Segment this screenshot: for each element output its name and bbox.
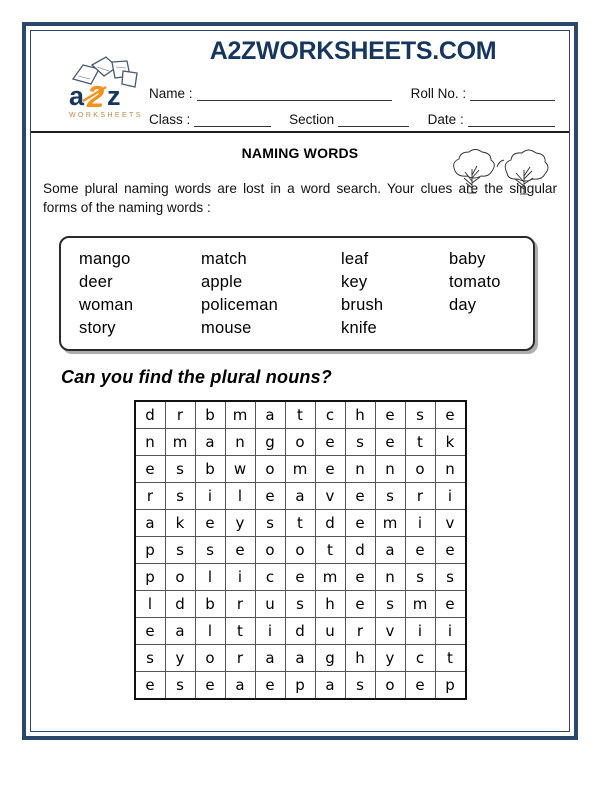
word-search-cell[interactable]: i [195, 483, 225, 510]
trees-illustration [447, 147, 551, 199]
svg-text:z: z [107, 81, 121, 111]
word-search-cell[interactable]: p [135, 537, 166, 564]
word-search-cell[interactable]: e [225, 537, 255, 564]
word-search-cell[interactable]: a [285, 645, 315, 672]
word-search-cell[interactable]: r [165, 401, 195, 429]
word-search-cell[interactable]: y [225, 510, 255, 537]
word-search-cell[interactable]: s [375, 483, 405, 510]
word-search-cell[interactable]: d [165, 591, 195, 618]
word-bank-word: day [449, 295, 477, 314]
word-search-cell[interactable]: s [165, 537, 195, 564]
word-search-cell[interactable]: s [285, 591, 315, 618]
word-search-cell[interactable]: n [135, 429, 166, 456]
worksheet-header [31, 31, 569, 133]
word-search-cell[interactable]: e [135, 672, 166, 700]
word-search-cell[interactable]: e [405, 537, 435, 564]
field-row-class [149, 101, 559, 127]
instruction-text: Some plural naming words are lost in a word search. Your clues are the singular forms of the naming words : [43, 181, 557, 216]
word-search-cell[interactable]: e [345, 591, 375, 618]
word-search-cell[interactable]: s [135, 645, 166, 672]
word-search-cell[interactable]: s [165, 483, 195, 510]
word-search-cell[interactable]: a [255, 401, 285, 429]
word-search-cell[interactable]: a [315, 672, 345, 700]
word-bank-box [59, 236, 535, 351]
word-search-cell[interactable]: o [255, 456, 285, 483]
word-search-cell[interactable]: e [195, 672, 225, 700]
word-search-row [135, 591, 466, 618]
word-search-cell[interactable]: m [225, 401, 255, 429]
word-search-cell[interactable]: d [315, 510, 345, 537]
word-search-body [135, 401, 466, 699]
word-bank-word: tomato [449, 272, 501, 291]
word-search-cell[interactable]: o [195, 645, 225, 672]
word-search-cell[interactable]: y [375, 645, 405, 672]
word-bank-word: key [341, 272, 368, 291]
word-search-cell[interactable]: e [345, 483, 375, 510]
date-input[interactable] [468, 113, 555, 127]
word-search-cell[interactable]: e [255, 672, 285, 700]
field-row-name [149, 75, 559, 101]
word-search-cell[interactable]: c [255, 564, 285, 591]
word-search-cell[interactable]: t [315, 537, 345, 564]
word-search-cell[interactable]: i [405, 510, 435, 537]
word-search-cell[interactable]: e [435, 401, 466, 429]
word-search-cell[interactable]: v [375, 618, 405, 645]
word-search-cell[interactable]: h [345, 401, 375, 429]
name-label: Name : [149, 86, 193, 101]
word-bank-word: policeman [201, 295, 279, 314]
word-search-cell[interactable]: u [255, 591, 285, 618]
word-search-cell[interactable]: p [285, 672, 315, 700]
word-search-cell[interactable]: t [285, 510, 315, 537]
word-search-cell[interactable]: s [255, 510, 285, 537]
word-search-cell[interactable]: e [345, 564, 375, 591]
word-search-cell[interactable]: s [195, 537, 225, 564]
word-search-cell[interactable]: s [165, 672, 195, 700]
word-search-cell[interactable]: p [135, 564, 166, 591]
word-bank-word: story [79, 318, 116, 337]
word-search-cell[interactable]: o [405, 456, 435, 483]
word-search-cell[interactable]: e [375, 429, 405, 456]
word-bank-word: woman [79, 295, 134, 314]
svg-text:WORKSHEETS: WORKSHEETS [69, 112, 143, 119]
roll-no-input[interactable] [470, 87, 555, 101]
svg-text:2: 2 [87, 79, 105, 114]
word-search-cell[interactable]: e [315, 429, 345, 456]
word-search-cell[interactable]: b [195, 591, 225, 618]
word-search-cell[interactable]: e [285, 564, 315, 591]
roll-no-label: Roll No. : [410, 86, 467, 101]
word-search-cell[interactable]: v [435, 510, 466, 537]
word-search-cell[interactable]: b [195, 401, 225, 429]
word-bank-word: knife [341, 318, 377, 337]
worksheet-page [22, 22, 578, 740]
word-search-cell[interactable]: e [405, 672, 435, 700]
word-search-cell[interactable]: i [225, 564, 255, 591]
word-search-cell[interactable]: s [345, 429, 375, 456]
student-info-fields [149, 75, 559, 127]
word-search-cell[interactable]: t [435, 645, 466, 672]
word-bank-word: apple [201, 272, 243, 291]
word-search-cell[interactable]: a [375, 537, 405, 564]
word-search-row [135, 645, 466, 672]
name-input[interactable] [197, 87, 392, 101]
worksheet-page-inner [30, 30, 570, 732]
word-search-cell[interactable]: d [345, 537, 375, 564]
word-search-cell[interactable]: h [315, 591, 345, 618]
word-search-row [135, 483, 466, 510]
word-search-cell[interactable]: e [195, 510, 225, 537]
word-search-cell[interactable]: s [435, 564, 466, 591]
word-search-cell[interactable]: i [435, 483, 466, 510]
word-search-cell[interactable]: n [225, 429, 255, 456]
word-search-cell[interactable]: k [165, 510, 195, 537]
word-search-cell[interactable]: e [345, 510, 375, 537]
word-search-cell[interactable]: m [165, 429, 195, 456]
word-search-cell[interactable]: r [135, 483, 166, 510]
word-search-cell[interactable]: u [315, 618, 345, 645]
word-search-cell[interactable]: k [435, 429, 466, 456]
word-search-cell[interactable]: n [375, 564, 405, 591]
word-bank-word: brush [341, 295, 384, 314]
word-search-cell[interactable]: p [435, 672, 466, 700]
word-search-cell[interactable]: t [225, 618, 255, 645]
svg-text:a: a [69, 81, 85, 111]
word-search-cell[interactable]: e [315, 456, 345, 483]
word-search-row [135, 537, 466, 564]
section-input[interactable] [338, 113, 409, 127]
word-search-cell[interactable]: r [405, 483, 435, 510]
word-search-cell[interactable]: n [345, 456, 375, 483]
class-label: Class : [149, 112, 191, 127]
word-search-cell[interactable]: w [225, 456, 255, 483]
word-search-cell[interactable]: m [315, 564, 345, 591]
word-search-row [135, 401, 466, 429]
word-search-cell[interactable]: e [255, 483, 285, 510]
word-search-cell[interactable]: r [225, 591, 255, 618]
word-search-cell[interactable]: i [435, 618, 466, 645]
word-search-cell[interactable]: o [285, 537, 315, 564]
word-search-cell[interactable]: h [345, 645, 375, 672]
word-search-cell[interactable]: r [225, 645, 255, 672]
word-bank-word: baby [449, 249, 486, 268]
word-search-cell[interactable]: l [195, 564, 225, 591]
word-search-cell[interactable]: s [165, 456, 195, 483]
word-search-cell[interactable]: o [285, 429, 315, 456]
word-search-cell[interactable]: a [255, 645, 285, 672]
word-search-cell[interactable]: a [195, 429, 225, 456]
word-search-cell[interactable]: d [285, 618, 315, 645]
word-search-cell[interactable]: n [435, 456, 466, 483]
word-bank-grid [79, 248, 527, 339]
word-search-cell[interactable]: s [405, 401, 435, 429]
word-search-cell[interactable]: t [405, 429, 435, 456]
word-search-cell[interactable]: i [405, 618, 435, 645]
date-label: Date : [427, 112, 464, 127]
word-search-cell[interactable]: a [285, 483, 315, 510]
word-search-cell[interactable]: l [225, 483, 255, 510]
worksheet-body [31, 145, 569, 700]
word-search-cell[interactable]: m [375, 510, 405, 537]
word-search-cell[interactable]: o [165, 564, 195, 591]
word-search-cell[interactable]: l [195, 618, 225, 645]
word-search-cell[interactable]: r [345, 618, 375, 645]
word-search-cell[interactable]: y [165, 645, 195, 672]
word-search-wrapper [31, 400, 569, 700]
word-search-cell[interactable]: s [345, 672, 375, 700]
word-search-cell[interactable]: o [375, 672, 405, 700]
word-search-row [135, 672, 466, 700]
word-search-cell[interactable]: a [225, 672, 255, 700]
word-search-cell[interactable]: e [435, 537, 466, 564]
trees-icon [447, 147, 551, 199]
word-search-cell[interactable]: a [135, 510, 166, 537]
word-search-cell[interactable]: i [255, 618, 285, 645]
word-search-cell[interactable]: m [285, 456, 315, 483]
word-bank-word: deer [79, 272, 113, 291]
word-search-cell[interactable]: c [405, 645, 435, 672]
word-search-cell[interactable]: g [255, 429, 285, 456]
word-search-cell[interactable]: d [135, 401, 166, 429]
word-search-cell[interactable]: a [165, 618, 195, 645]
word-search-grid[interactable] [134, 400, 467, 700]
word-bank-word-empty [449, 317, 527, 339]
word-search-cell[interactable]: b [195, 456, 225, 483]
word-search-cell[interactable]: v [315, 483, 345, 510]
word-search-cell[interactable]: m [405, 591, 435, 618]
word-search-cell[interactable]: e [435, 591, 466, 618]
class-input[interactable] [194, 113, 271, 127]
word-bank-word: mango [79, 249, 131, 268]
word-search-cell[interactable]: t [285, 401, 315, 429]
word-search-cell[interactable]: e [135, 456, 166, 483]
logo-artwork [59, 49, 151, 121]
word-search-cell[interactable]: n [375, 456, 405, 483]
word-bank-wrapper [59, 236, 535, 351]
word-search-row [135, 564, 466, 591]
word-search-cell[interactable]: c [315, 401, 345, 429]
word-search-cell[interactable]: s [375, 591, 405, 618]
word-search-row [135, 429, 466, 456]
word-bank-word: mouse [201, 318, 252, 337]
word-bank-word: match [201, 249, 247, 268]
word-search-cell[interactable]: e [135, 618, 166, 645]
a2z-worksheets-logo [59, 49, 151, 121]
word-bank-word: leaf [341, 249, 369, 268]
word-search-cell[interactable]: e [375, 401, 405, 429]
page-title: NAMING WORDS [241, 145, 359, 161]
word-search-row [135, 456, 466, 483]
word-search-cell[interactable]: g [315, 645, 345, 672]
word-search-cell[interactable]: l [135, 591, 166, 618]
word-search-cell[interactable]: o [255, 537, 285, 564]
prompt-text: Can you find the plural nouns? [61, 367, 332, 388]
section-label: Section [289, 112, 335, 127]
word-search-row [135, 510, 466, 537]
word-search-cell[interactable]: s [405, 564, 435, 591]
word-search-row [135, 618, 466, 645]
site-title: A2ZWORKSHEETS.COM [209, 37, 497, 65]
